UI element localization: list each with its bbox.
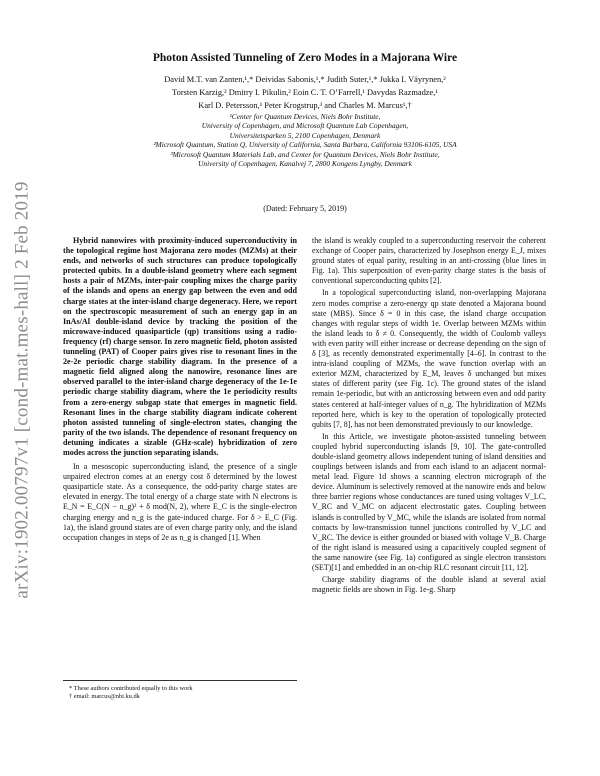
affiliation-line: ¹Center for Quantum Devices, Niels Bohr Institute,	[229, 112, 381, 121]
body-paragraph: In a topological superconducting island, non-overlapping Majorana zero modes comprise a zero-energy qp state denoted a Majorana bound state (MBS). Since δ = 0 in this case, the island charge occupation changes with regular steps of width 1e. Overlap between MZMs within the island leads to δ ≠ 0. Consequently, the width of Coulomb valleys with even parity will either increase or decrease depending on the sign of δ [3], as recently demonstrated experimentally [4–6]. In contrast to the intra-island coupling of MZMs, the wave function overlap with an exterior MZM, characterized by E_M, leaves δ unchanged but mixes states of different parity (see Fig. 1c). The ground states of the island remain 1e-periodic, but with an anticrossing between even and odd parity states centered at half-integer values of n_g. The hybridization of MZMs reported here, which is key to the operation of topologically protected qubits [7, 8], has not been demonstrated previously to our knowledge.	[312, 288, 546, 429]
affiliation-line: University of Copenhagen, and Microsoft Quantum Lab Copenhagen,	[201, 121, 409, 131]
arxiv-identifier-sidebar	[8, 175, 38, 605]
author-line: Torsten Karzig,² Dmitry I. Pikulin,² Eoin C. T. O’Farrell,¹ Davydas Razmadze,¹	[172, 88, 438, 98]
right-column	[312, 236, 546, 595]
author-list	[60, 73, 550, 113]
body-paragraph: Charge stability diagrams of the double island at several axial magnetic fields are shown in Fig. 1e-g. Sharp	[312, 575, 546, 595]
abstract: Hybrid nanowires with proximity-induced superconductivity in the topological regime host Majorana zero modes (MZMs) at their ends, and networks of such structures can produce topologically protected qubits. In a double-island geometry where each segment hosts a pair of MZMs, inter-pair coupling mixes the charge parity of the islands and opens an energy gap between the even and odd charge states at the inter-island charge degeneracy. Here, we report on the spectroscopic measurement of such an energy gap in an InAs/Al double-island device by tracking the position of the microwave-induced quasiparticle (qp) transitions using a radio-frequency (rf) charge sensor. In zero magnetic field, photon assisted tunneling (PAT) of Cooper pairs gives rise to resonant lines in the 2e-2e periodic charge stability diagram. In the presence of a magnetic field aligned along the nanowire, resonance lines are observed parallel to the inter-island charge degeneracy of the 1e-1e periodic charge stability diagram, where the 1e periodicity results from a zero-energy subgap state that emerges in magnetic field. Resonant lines in the charge stability diagram indicate coherent photon assisted tunneling of single-electron states, changing the parity of the two islands. The dependence of resonant frequency on detuning indicates a sizable (GHz-scale) hybridization of zero modes across the junction separating islands.	[63, 236, 297, 457]
affiliation-line: ²Microsoft Quantum, Station Q, University of California, Santa Barbara, California 93106-6105, USA	[153, 140, 457, 150]
author-line: Karl D. Petersson,¹ Peter Krogstrup,³ and Charles M. Marcus¹,†	[198, 101, 412, 111]
footnote-equal-contribution: * These authors contributed equally to this work	[69, 685, 193, 692]
body-paragraph: In this Article, we investigate photon-assisted tunneling between coupled hybrid superconducting islands [9, 10]. The gate-controlled double-island geometry allows independent tuning of island densities and couplings between islands and from each island to an adjacent normal-metal lead. Figure 1d shows a scanning electron micrograph of the device. Aluminum is selectively removed at the nanowire ends and below three barrier regions whose conductances are tuned using voltages V_LC, V_RC and V_MC on adjacent electrostatic gates. Coupling between islands is controlled by V_MC, while the islands are isolated from normal contacts by low-transmission tunnel junctions controlled by V_LC and V_RC. The device is either grounded or biased with voltage V_B. Charge of the right island is measured using a capacitively coupled segment of the same nanowire (see Fig. 1a) configured as single electron transistors (SET)[1] and embedded in an on-chip RLC resonant circuit [11, 12].	[312, 431, 546, 572]
affiliation-line: University of Copenhagen, Kanalvej 7, 2800 Kongens Lyngby, Denmark	[198, 159, 412, 169]
arxiv-id-text: arXiv:1902.00797v1 [cond-mat.mes-hall] 2 Feb 2019	[12, 181, 34, 599]
author-line: David M.T. van Zanten,¹,* Deividas Sabonis,¹,* Judith Suter,¹,* Jukka I. Väyrynen,²	[164, 75, 446, 84]
left-column	[63, 236, 297, 543]
footnotes	[63, 680, 297, 701]
affiliation-line: Universitetsparken 5, 2100 Copenhagen, Denmark	[229, 130, 381, 140]
affiliation-list	[60, 112, 550, 168]
footnote-email: † email: marcus@nbi.ku.dk	[69, 693, 140, 701]
body-paragraph: the island is weakly coupled to a superconducting reservoir the coherent exchange of Cooper pairs, characterized by Josephson energy E_J, mixes ground states of equal parity, resulting in an anti-crossing (blue lines in Fig. 1a). This superposition of even-parity charge states is the basis of conventional superconducting qubits [2].	[312, 236, 546, 286]
date-line: (Dated: February 5, 2019)	[263, 204, 347, 213]
affiliation-line: ³Microsoft Quantum Materials Lab, and Center for Quantum Devices, Niels Bohr Institute,	[170, 149, 440, 159]
body-paragraph: In a mesoscopic superconducting island, the presence of a single unpaired electron comes at an energy cost δ determined by the lowest quasiparticle state. As a consequence, the odd-parity charge states are elevated in energy. The total energy of a charge state with N electrons is E_N = E_C(N − n_g)² + δ mod(N, 2), where E_C is the single-electron charging energy and n_g is the gate-induced charge. For δ > E_C (Fig. 1a), the island ground states are of even charge parity only, and the island occupation changes in steps of 2e as n_g is changed [1]. When	[63, 462, 297, 542]
paper-title: Photon Assisted Tunneling of Zero Modes in a Majorana Wire	[152, 52, 458, 64]
